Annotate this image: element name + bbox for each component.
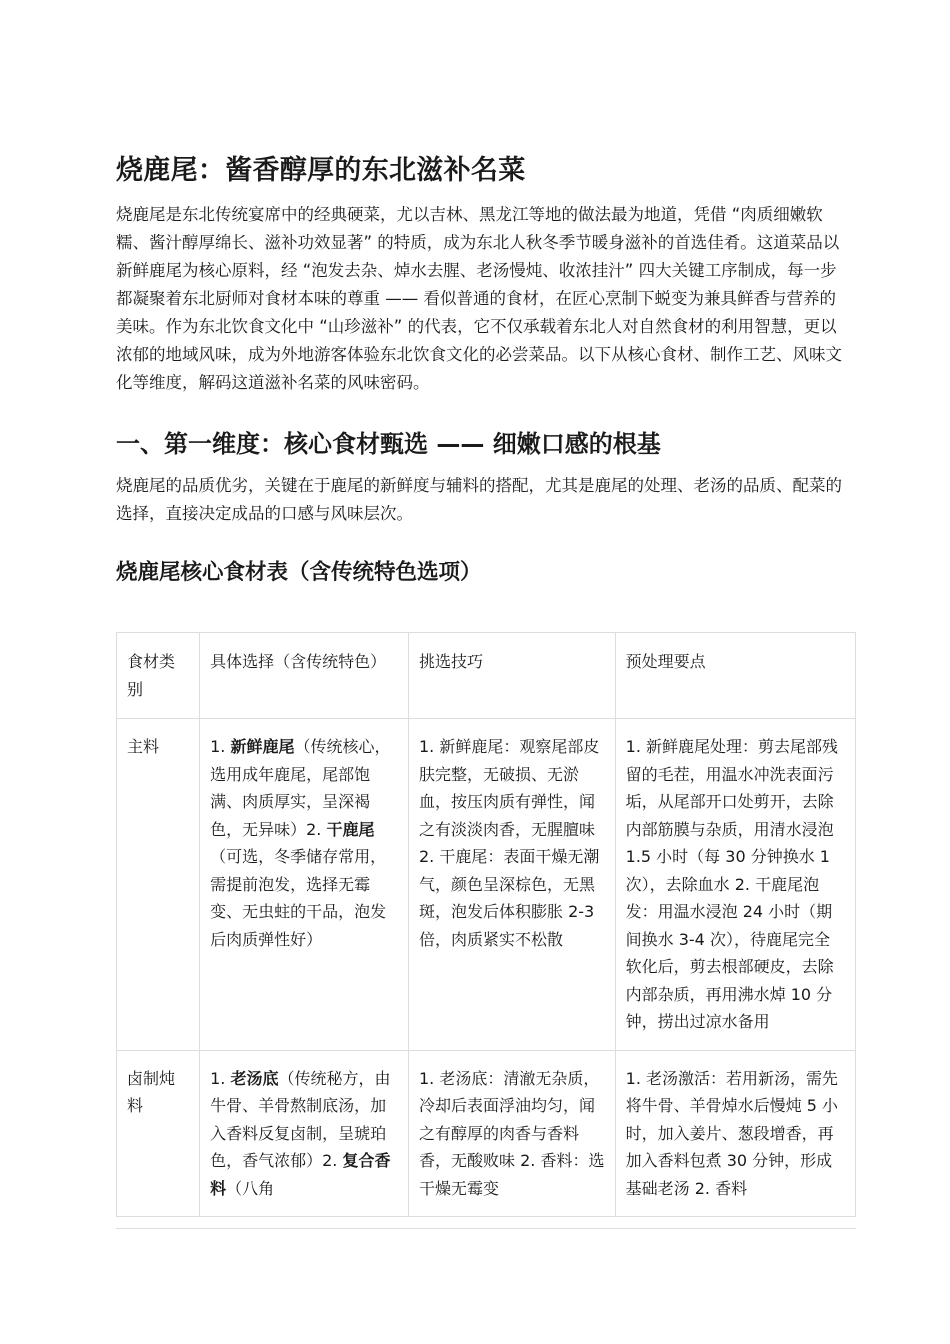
- choice-desc: （传统秘方，由牛骨、羊骨熬制底汤，加入香料反复卤制，呈琥珀色，香气浓郁）: [210, 1068, 391, 1170]
- choice-name: 复合香料: [210, 1151, 391, 1198]
- choice-desc: （可选，冬季储存常用，需提前泡发，选择无霉变、无虫蛀的干品，泡发后肉质弹性好）: [210, 847, 387, 949]
- choice-cell: [200, 1050, 409, 1217]
- table-header-row: [117, 633, 856, 719]
- choice-name: 干鹿尾: [326, 819, 375, 839]
- table-header-cell: 食材类别: [117, 633, 200, 719]
- choice-cell: [200, 719, 409, 1051]
- category-cell: 主料: [117, 719, 200, 1051]
- prep-cell: 1. 新鲜鹿尾处理：剪去尾部残留的毛茬，用温水冲洗表面污垢，从尾部开口处剪开，去除内部筋膜与杂质，用清水浸泡 1.5 小时（每 30 分钟换水 1 次），去除血水 2. 干鹿尾泡发：用温水浸泡 24 小时（期间换水 3-4 次），待鹿尾完全软化后，剪去根部硬皮，去除内部杂质，再用沸水焯 10 分钟，捞出过凉水备用: [615, 719, 855, 1051]
- section-heading: 一、第一维度：核心食材甄选 —— 细嫩口感的根基: [116, 430, 661, 458]
- choice-number: 2.: [306, 819, 327, 839]
- category-cell: 卤制炖料: [117, 1050, 200, 1217]
- choice-desc: （传统核心，选用成年鹿尾，尾部饱满、肉质厚实，呈深褐色，无异味）: [210, 737, 391, 839]
- section-paragraph: 烧鹿尾的品质优劣，关键在于鹿尾的新鲜度与辅料的搭配，尤其是鹿尾的处理、老汤的品质、配菜的选择，直接决定成品的口感与风味层次。: [116, 476, 842, 523]
- page-title: 烧鹿尾：酱香醇厚的东北滋补名菜: [116, 155, 526, 186]
- table-title: 烧鹿尾核心食材表（含传统特色选项）: [116, 560, 482, 585]
- choice-number: 1.: [210, 737, 231, 756]
- tips-cell: 1. 新鲜鹿尾：观察尾部皮肤完整，无破损、无淤血，按压肉质有弹性，闻之有淡淡肉香，无腥膻味 2. 干鹿尾：表面干燥无潮气，颜色呈深棕色，无黑斑，泡发后体积膨胀 2-3 倍，肉质紧实不松散: [409, 719, 616, 1051]
- intro-paragraph: 烧鹿尾是东北传统宴席中的经典硬菜，尤以吉林、黑龙江等地的做法最为地道，凭借 “肉质细嫩软糯、酱汁醇厚绵长、滋补功效显著” 的特质，成为东北人秋冬季节暖身滋补的首选佳肴。这道菜品以新鲜鹿尾为核心原料，经 “泡发去杂、焯水去腥、老汤慢炖、收浓挂汁” 四大关键工序制成，每一步都凝聚着东北厨师对食材本味的尊重 —— 看似普通的食材，在匠心烹制下蜕变为兼具鲜香与营养的美味。作为东北饮食文化中 “山珍滋补” 的代表，它不仅承载着东北人对自然食材的利用智慧，更以浓郁的地域风味，成为外地游客体验东北饮食文化的必尝菜品。以下从核心食材、制作工艺、风味文化等维度，解码这道滋补名菜的风味密码。: [116, 205, 842, 392]
- table-row: [117, 719, 856, 1051]
- table-header-cell: 预处理要点: [615, 633, 855, 719]
- ingredients-table-wrapper: [116, 632, 856, 1229]
- tips-cell: 1. 老汤底：清澈无杂质，冷却后表面浮油均匀，闻之有醇厚的肉香与香料香，无酸败味 2. 香料：选干燥无霉变: [409, 1050, 616, 1217]
- table-header-cell: 挑选技巧: [409, 633, 616, 719]
- table-row: [117, 1050, 856, 1217]
- prep-cell: 1. 老汤激活：若用新汤，需先将牛骨、羊骨焯水后慢炖 5 小时，加入姜片、葱段增香，再加入香料包煮 30 分钟，形成基础老汤 2. 香料: [615, 1050, 855, 1217]
- choice-number: 1.: [210, 1068, 231, 1088]
- table-header-cell: 具体选择（含传统特色）: [200, 633, 409, 719]
- choice-name: 新鲜鹿尾: [230, 737, 295, 756]
- choice-name: 老汤底: [230, 1068, 279, 1088]
- ingredients-table: [116, 632, 856, 1217]
- choice-desc: （八角: [226, 1178, 275, 1198]
- choice-number: 2.: [322, 1151, 343, 1170]
